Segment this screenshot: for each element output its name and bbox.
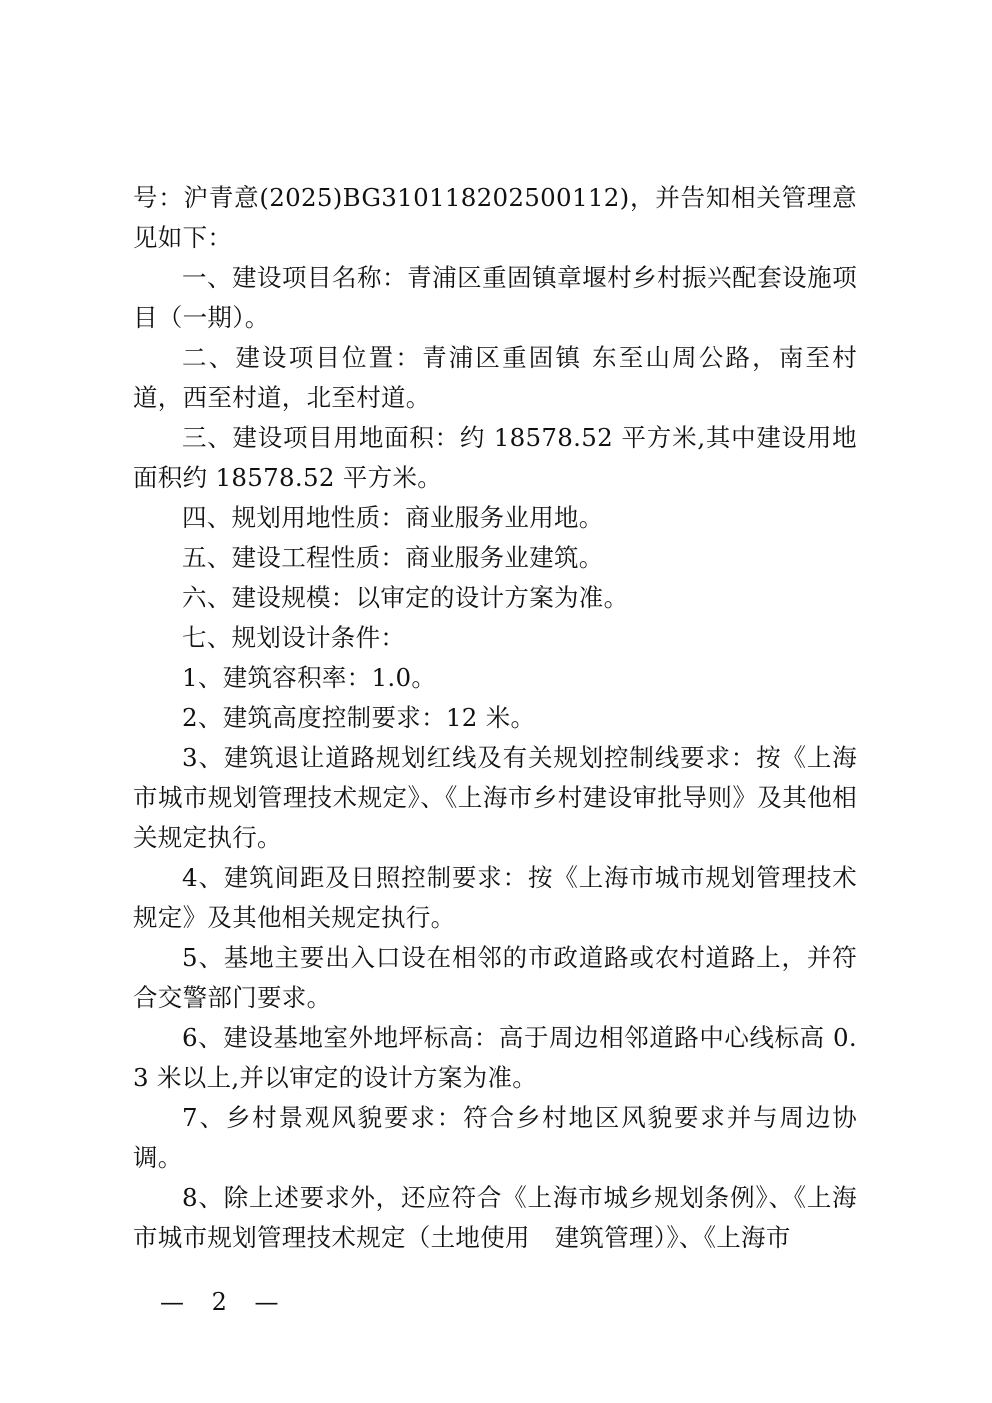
paragraph-design-conditions-heading: 七、规划设计条件：: [182, 623, 406, 652]
paragraph-land-area: 三、建设项目用地面积：约 18578.52 平方米,其中建设用地面积约 18578.52 平方米。: [133, 423, 857, 492]
paragraph-condition-1: 1、建筑容积率：1.0。: [182, 663, 437, 692]
paragraph-condition-6: 6、建设基地室外地坪标高：高于周边相邻道路中心线标高 0.3 米以上,并以审定的设计方案为准。: [133, 1023, 857, 1092]
paragraph-condition-7: 7、乡村景观风貌要求：符合乡村地区风貌要求并与周边协调。: [133, 1103, 857, 1172]
paragraph-construction-scale: 六、建设规模：以审定的设计方案为准。: [182, 583, 629, 612]
paragraph-condition-8: 8、除上述要求外，还应符合《上海市城乡规划条例》、《上海市城市规划管理技术规定（土地使用 建筑管理）》、《上海市: [133, 1183, 857, 1252]
page-number: — 2 —: [160, 1288, 289, 1316]
paragraph-construction-nature: 五、建设工程性质：商业服务业建筑。: [182, 543, 604, 572]
paragraph-reference-number: 号：沪青意(2025)BG310118202500112)，并告知相关管理意见如下：: [133, 183, 857, 252]
paragraph-condition-4: 4、建筑间距及日照控制要求：按《上海市城市规划管理技术规定》及其他相关规定执行。: [133, 863, 857, 932]
paragraph-condition-5: 5、基地主要出入口设在相邻的市政道路或农村道路上，并符合交警部门要求。: [133, 943, 857, 1012]
document-body: [133, 178, 857, 1258]
paragraph-condition-3: 3、建筑退让道路规划红线及有关规划控制线要求：按《上海市城市规划管理技术规定》、《上海市乡村建设审批导则》及其他相关规定执行。: [133, 743, 857, 852]
paragraph-condition-2: 2、建筑高度控制要求：12 米。: [182, 703, 536, 732]
paragraph-project-location: 二、建设项目位置：青浦区重固镇 东至山周公路，南至村道，西至村道，北至村道。: [133, 343, 857, 412]
paragraph-project-name: 一、建设项目名称：青浦区重固镇章堰村乡村振兴配套设施项目（一期）。: [133, 263, 857, 332]
paragraph-land-use: 四、规划用地性质：商业服务业用地。: [182, 503, 604, 532]
